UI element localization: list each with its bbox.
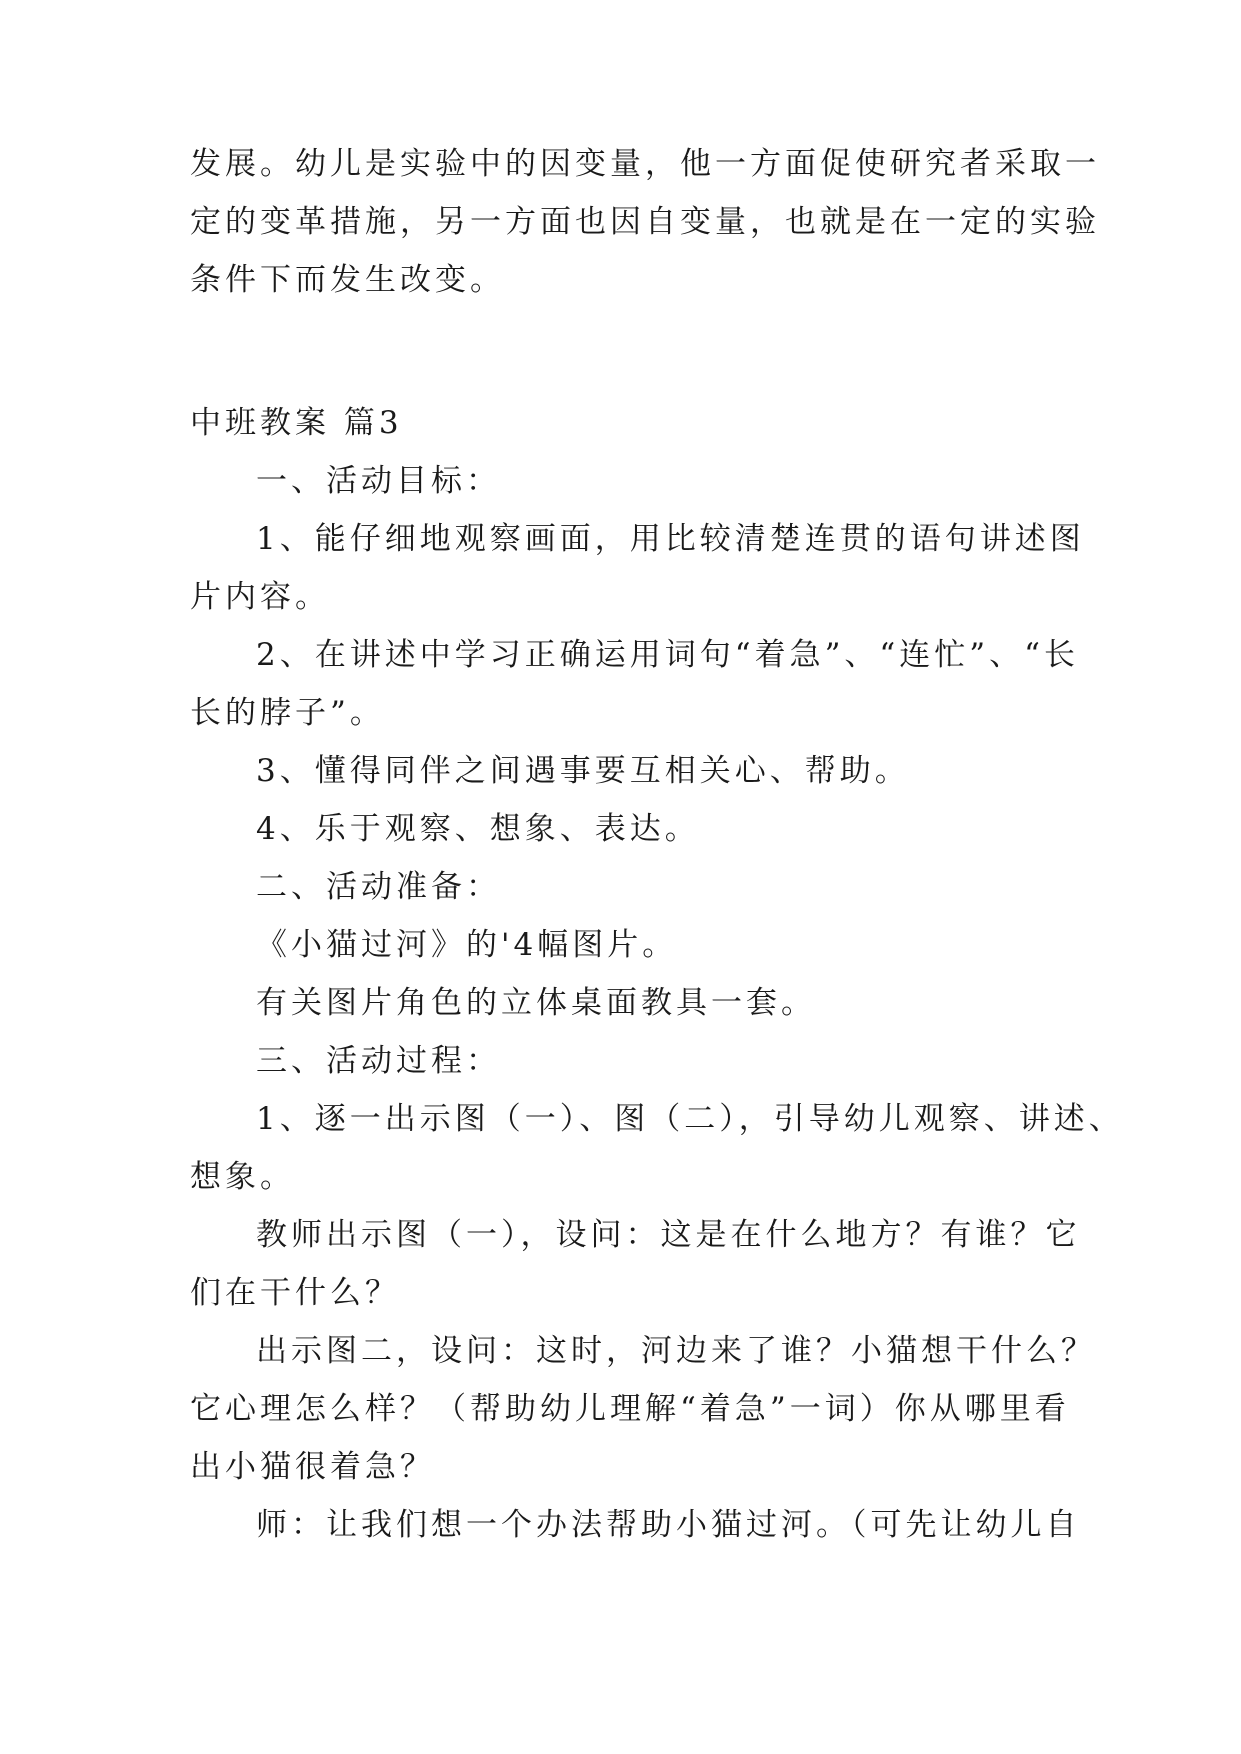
teacher-1-line-2: 们在干什么？: [190, 1275, 400, 1311]
lesson-section: [190, 394, 1124, 1554]
teacher-2-line-3: 出小猫很着急？: [190, 1449, 435, 1485]
prep-heading: 二、活动准备：: [256, 869, 501, 905]
intro-line-2: 定的变革措施，另一方面也因自变量，也就是在一定的实验: [190, 204, 1100, 240]
process-1-line-1: 1、逐一出示图（一）、图（二），引导幼儿观察、讲述、: [256, 1101, 1124, 1137]
teacher-2-line-2: 它心理怎么样？（帮助幼儿理解“着急”一词）你从哪里看: [190, 1391, 1070, 1427]
prep-item-1: 《小猫过河》的'4幅图片。: [256, 927, 678, 963]
process-1-line-2: 想象。: [190, 1159, 295, 1195]
goal-1-line-1: 1、能仔细地观察画面，用比较清楚连贯的语句讲述图: [256, 521, 1085, 557]
goal-3: 3、懂得同伴之间遇事要互相关心、帮助。: [256, 753, 910, 789]
goal-1-line-2: 片内容。: [190, 579, 330, 615]
goal-2-line-1: 2、在讲述中学习正确运用词句“着急”、“连忙”、“长: [256, 637, 1079, 673]
intro-line-1: 发展。幼儿是实验中的因变量，他一方面促使研究者采取一: [190, 146, 1100, 182]
prep-item-2: 有关图片角色的立体桌面教具一套。: [256, 985, 816, 1021]
teacher-1-line-1: 教师出示图（一），设问：这是在什么地方？有谁？它: [256, 1217, 1081, 1253]
process-heading: 三、活动过程：: [256, 1043, 501, 1079]
teacher-3-line-1: 师：让我们想一个办法帮助小猫过河。（可先让幼儿自: [256, 1507, 1081, 1543]
teacher-2-line-1: 出示图二，设问：这时，河边来了谁？小猫想干什么？: [256, 1333, 1096, 1369]
intro-line-3: 条件下而发生改变。: [190, 262, 505, 298]
goals-heading: 一、活动目标：: [256, 463, 501, 499]
goal-4: 4、乐于观察、想象、表达。: [256, 811, 700, 847]
intro-paragraph: [190, 135, 1100, 309]
section-heading: 中班教案 篇3: [190, 405, 403, 441]
goal-2-line-2: 长的脖子”。: [190, 695, 385, 731]
